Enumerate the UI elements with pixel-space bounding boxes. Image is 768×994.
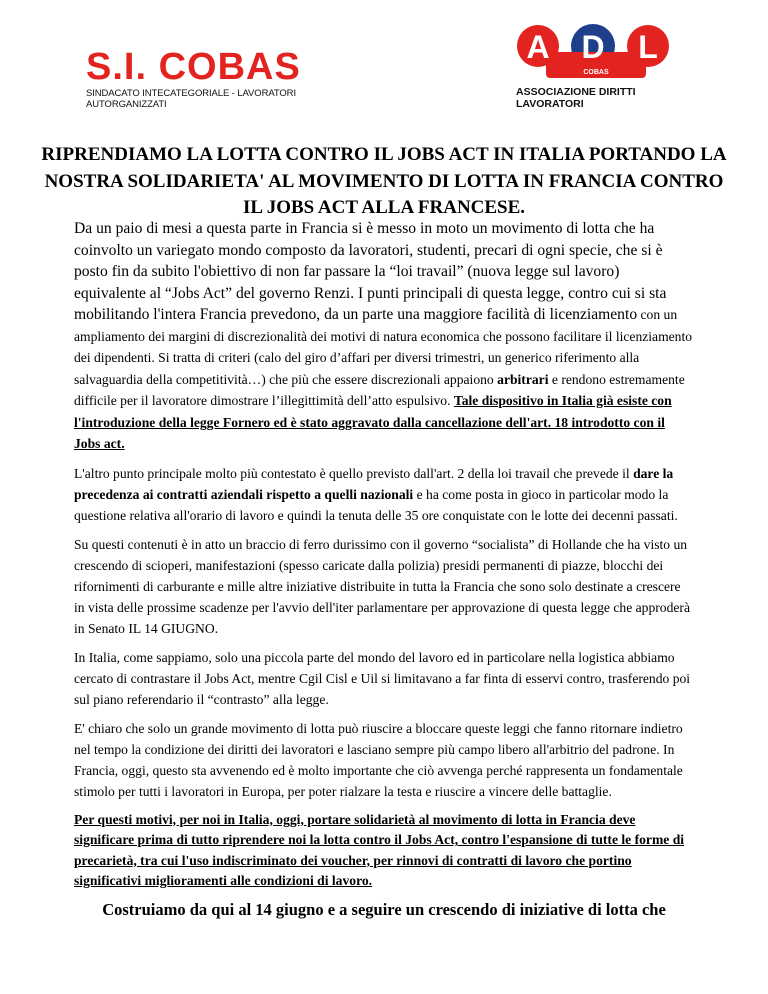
adl-letter-a: A xyxy=(526,29,550,65)
paragraph-3: Su questi contenuti è in atto un braccio di ferro durissimo con il governo “socialista” di Hollande che ha visto un crescendo di scioperi, manifestazioni (spesso caricate dalla polizia) presidi permanenti di piazze, blocchi dei rifornimenti di carburante e mille altre iniziative distribuite in tutta la Francia che sono solo destinate a crescere in vista delle prossime scadenze per l'avvio dell'iter parlamentare per approvazione di questa legge che approderà in Senato IL 14 GIUGNO. xyxy=(74,536,690,636)
document-title: RIPRENDIAMO LA LOTTA CONTRO IL JOBS ACT IN ITALIA PORTANDO LA NOSTRA SOLIDARIETA' AL MOVIMENTO DI LOTTA IN FRANCIA CONTRO IL JOBS ACT ALLA FRANCESE. xyxy=(41,144,727,218)
paragraph-1-text-a: Da un paio di mesi a questa parte in Francia si è messo in moto un movimento di lotta che ha coinvolto un variegato mondo composto da lavoratori, studenti, precari di ogni specie, che si è posto fin da subito l'obiettivo di non far passare la “loi travail” (nuova legge sul lavoro) equivalente al “Jobs Act” del governo Renzi. I punti principali di questa legge, contro cui si sta mobilitando l'intera Francia prevedono, da un parte una maggiore facilità di licenziamento xyxy=(74,220,667,323)
paragraph-6: Per questi motivi, per noi in Italia, oggi, portare solidarietà al movimento di lotta in Francia deve significare prima di tutto riprendere noi la lotta contro il Jobs Act, contro l'espansione di tutte le forme di precarietà, tra cui l'uso indiscriminato dei voucher, per rinnovi di contratti di lavoro che portino significativi miglioramenti alle condizioni di lavoro. xyxy=(74,811,685,888)
closing-line: Costruiamo da qui al 14 giugno e a seguire un crescendo di iniziative di lotta che xyxy=(102,899,666,919)
paragraph-4: In Italia, come sappiamo, solo una piccola parte del mondo del lavoro ed in particolare nella logistica abbiamo cercato di contrastare il Jobs Act, mentre Cgil Cisl e Uil si limitavano a far finta di esservi contro, trasferendo poi sul piano referendario il “contrasto” alla legge. xyxy=(74,649,691,707)
si-cobas-logo-subtitle: SINDACATO INTECATEGORIALE - LAVORATORI AUTORGANIZZATI xyxy=(86,88,296,110)
adl-logo-name: ASSOCIAZIONE DIRITTI LAVORATORI xyxy=(516,86,636,110)
document-body xyxy=(74,218,694,928)
paragraph-1-bold: arbitrari xyxy=(497,371,549,387)
adl-letter-l: L xyxy=(638,29,658,65)
adl-cobas-logo xyxy=(516,22,676,110)
paragraph-1 xyxy=(74,218,694,455)
paragraph-2-text-a: L'altro punto principale molto più contestato è quello previsto dall'art. 2 della loi travail che prevede il xyxy=(74,465,634,481)
paragraph-5: E' chiaro che solo un grande movimento di lotta può riuscire a bloccare queste leggi che fanno ritornare indietro nel tempo la condizione dei diritti dei lavoratori e lasciano sempre più campo libero all'arbitrio del padrone. In Francia, oggi, questo sta avvenendo ed è molto importante che ciò avvenga perché rappresenta un fondamentale stimolo per tutti i lavoratori in Europa, per poter rialzare la testa e riuscire a vincere delle battaglie. xyxy=(74,720,683,799)
paragraph-2-text-b: e ha come posta in gioco in particolar modo la questione relativa all'orario di lavoro e quindi la tenuta delle 35 ore conquistate con le lotte dei decenni passati. xyxy=(74,486,678,523)
paragraph-1-underline: Tale dispositivo in Italia già esiste con l'introduzione della legge Fornero ed è stato aggravato dalla cancellazione dell'art. 18 introdotto con il Jobs act. xyxy=(74,393,672,451)
adl-letter-d: D xyxy=(581,29,605,65)
si-cobas-logo-name: S.I. COBAS xyxy=(86,46,301,88)
paragraph-2 xyxy=(74,463,694,526)
paragraph-1-text-b: con un ampliamento dei margini di discrezionalità dei motivi di natura economica che possono facilitare il licenziamento dei dipendenti. Si tratta di criteri (calo del giro d’affari per diversi trimestri, un generico riferimento alla salvaguardia della competitività…) che più che essere discrezionali appaiono xyxy=(74,307,693,387)
adl-small-cobas: COBAS xyxy=(583,69,609,76)
paragraph-1-text-c: e rendono estremamente difficile per il lavoratore dimostrare l’illegittimità dell’atto espulsivo. xyxy=(74,371,685,408)
adl-logo-graphic xyxy=(516,22,676,88)
si-cobas-logo xyxy=(86,46,336,110)
paragraph-2-bold: dare la precedenza ai contratti aziendali rispetto a quelli nazionali xyxy=(74,465,674,502)
